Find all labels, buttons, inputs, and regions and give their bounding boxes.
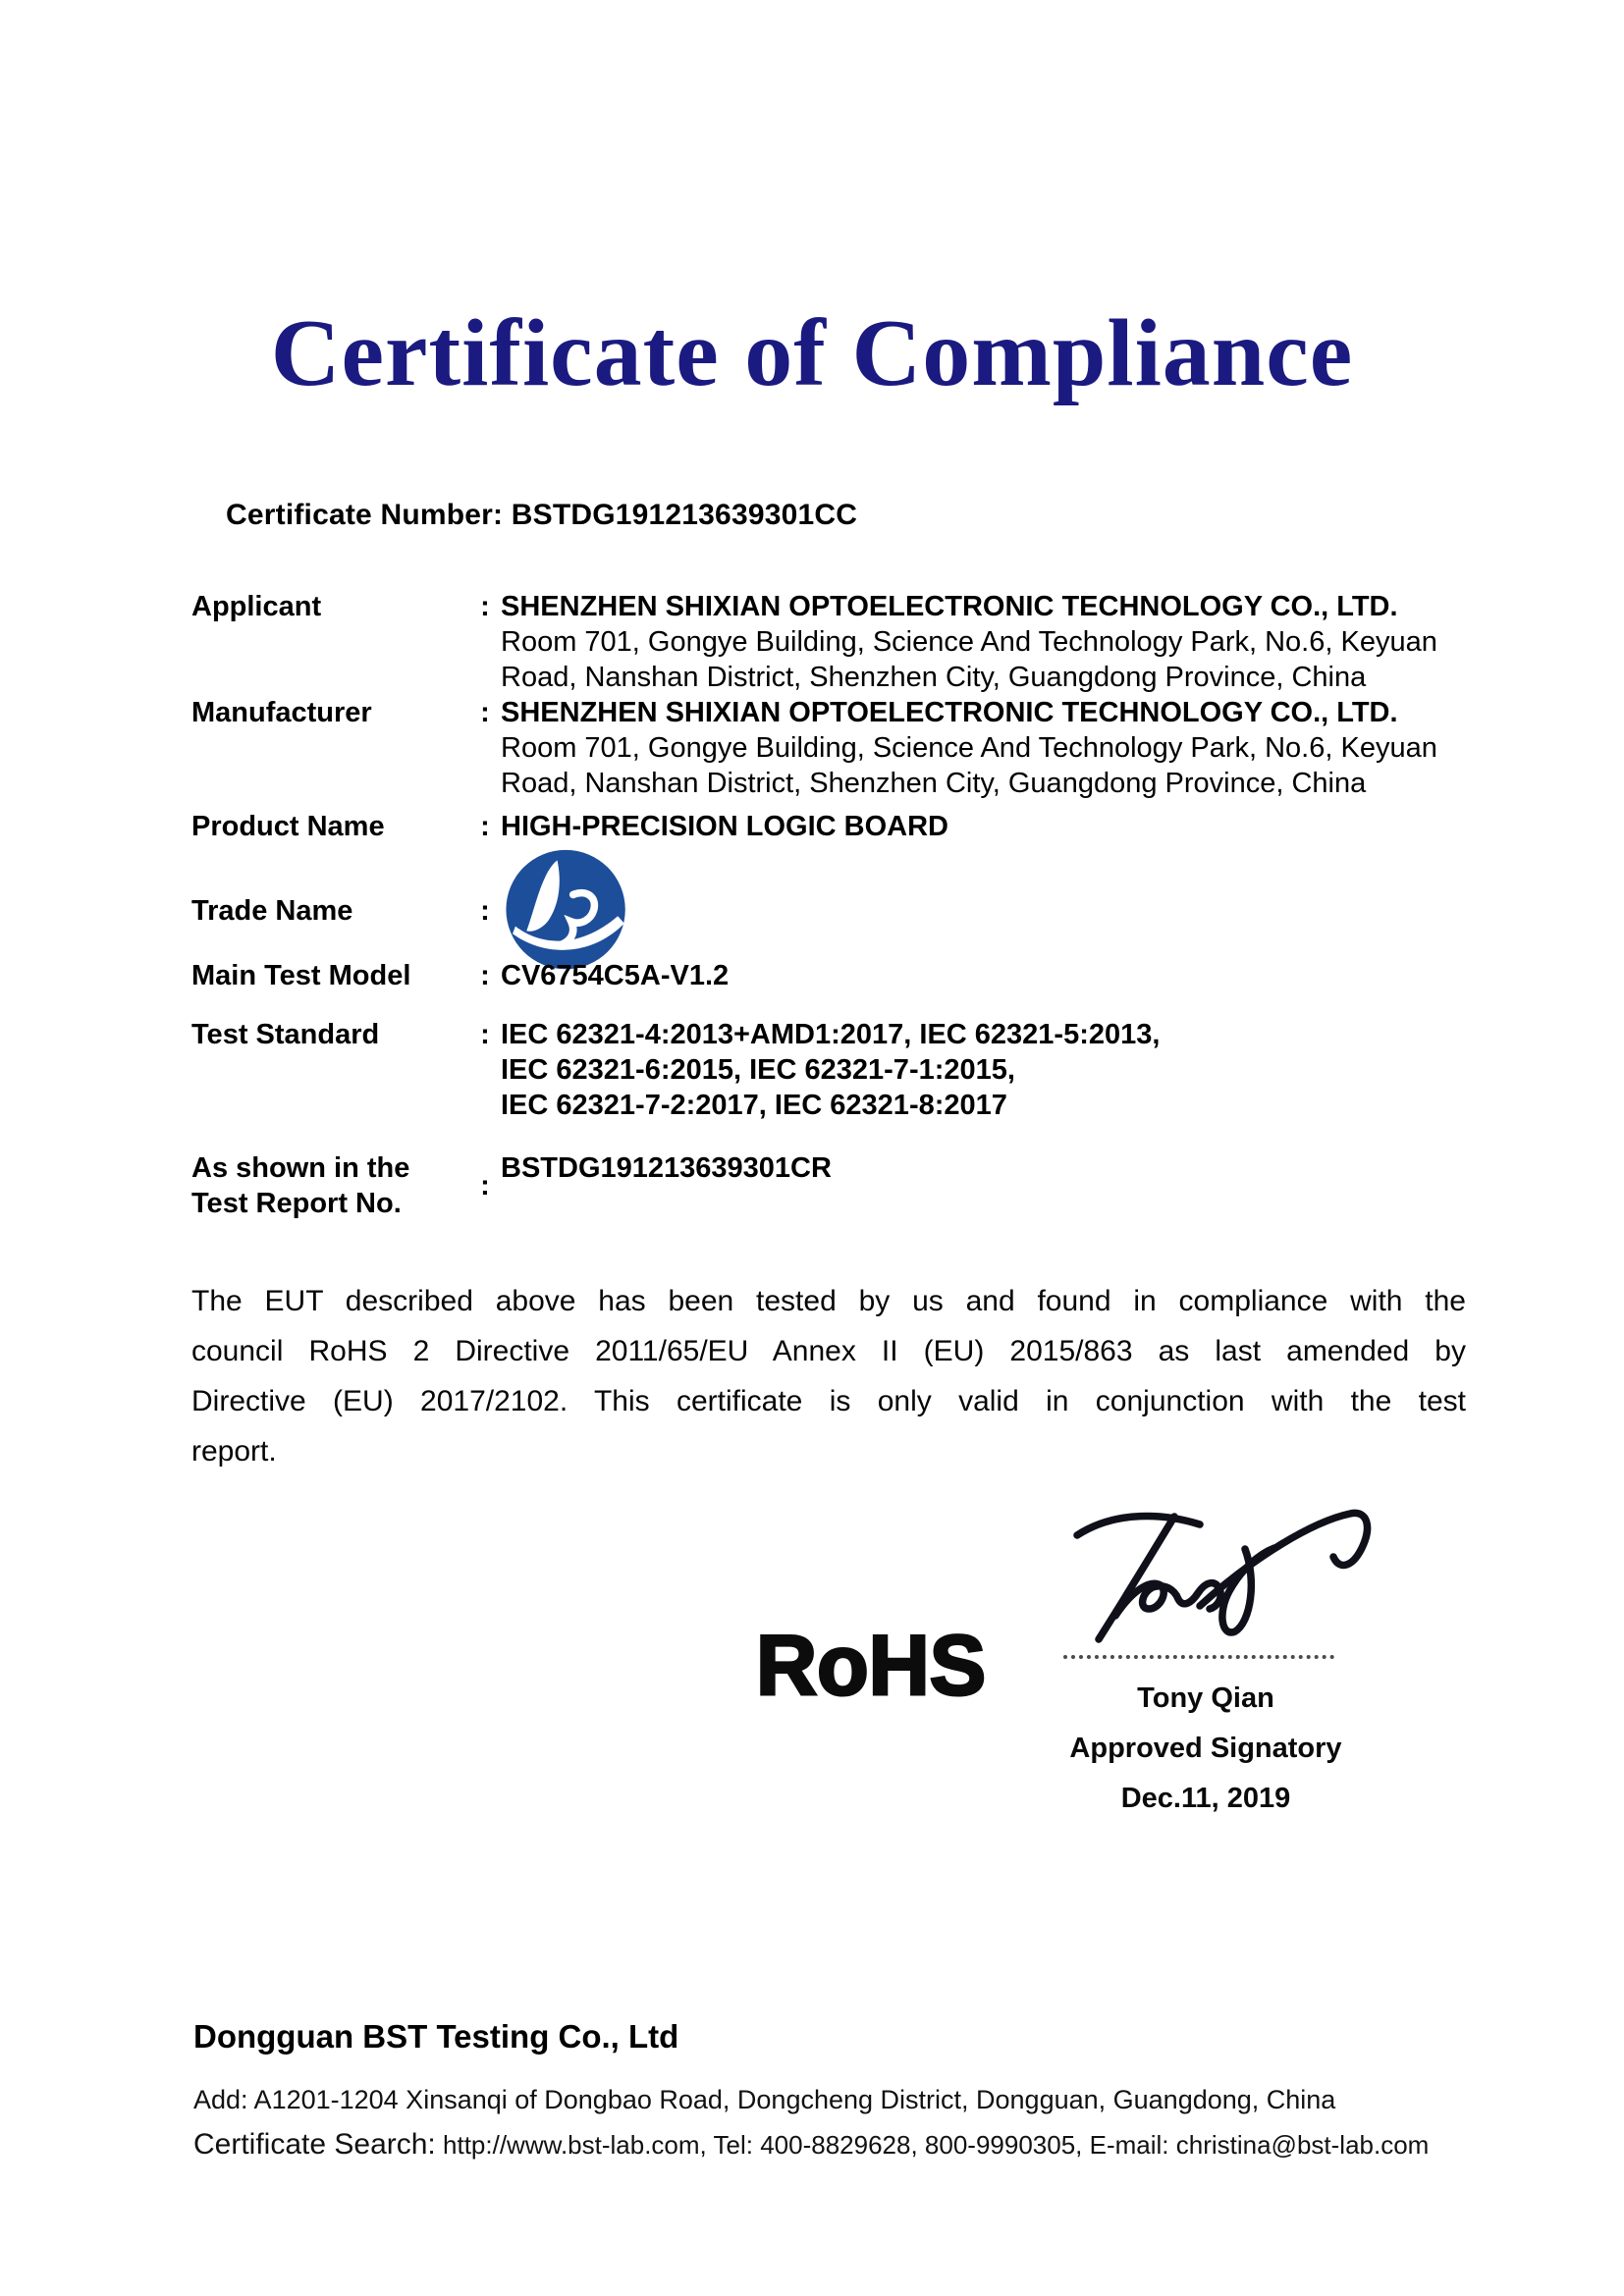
page-title: Certificate of Compliance — [270, 300, 1354, 406]
certificate-number-value: BSTDG191213639301CC — [511, 499, 858, 531]
applicant-company: SHENZHEN SHIXIAN OPTOELECTRONIC TECHNOLOGY CO., LTD. — [501, 591, 1398, 622]
certificate-search-line — [193, 2128, 1429, 2162]
manufacturer-company: SHENZHEN SHIXIAN OPTOELECTRONIC TECHNOLOGY CO., LTD. — [501, 697, 1398, 728]
signatory-name: Tony Qian — [1137, 1682, 1274, 1714]
manufacturer-label: Manufacturer — [191, 697, 372, 728]
main-test-model-value: CV6754C5A-V1.2 — [501, 960, 730, 991]
applicant-address-line2: Road, Nanshan District, Shenzhen City, Guangdong Province, China — [501, 662, 1367, 693]
applicant-value — [501, 589, 1478, 695]
certificate-search-value: http://www.bst-lab.com, Tel: 400-8829628, 800-9990305, E-mail: christina@bst-lab.com — [443, 2130, 1430, 2160]
certificate-details — [191, 589, 1478, 1221]
applicant-row — [191, 589, 1478, 695]
signature-block — [1009, 1681, 1402, 1831]
lab-company-name: Dongguan BST Testing Co., Ltd — [193, 2018, 679, 2055]
test-report-row — [191, 1150, 1478, 1221]
product-name-value: HIGH-PRECISION LOGIC BOARD — [501, 811, 948, 842]
colon: : — [480, 895, 490, 927]
applicant-label: Applicant — [191, 591, 322, 622]
manufacturer-address-line1: Room 701, Gongye Building, Science And Technology Park, No.6, Keyuan — [501, 732, 1437, 764]
test-standard-line1: IEC 62321-4:2013+AMD1:2017, IEC 62321-5:2013, — [501, 1019, 1161, 1050]
colon: : — [480, 1170, 490, 1201]
trade-name-logo-icon — [501, 848, 634, 974]
trade-name-row — [191, 850, 1478, 972]
certificate-number-line — [226, 499, 857, 532]
test-report-label-line1: As shown in the — [191, 1152, 410, 1184]
signature-dotted-line — [1063, 1655, 1334, 1659]
main-test-model-row — [191, 958, 1478, 993]
test-standard-row — [191, 1017, 1478, 1123]
colon: : — [480, 697, 490, 728]
rohs-mark: RoHS — [756, 1619, 987, 1713]
colon: : — [480, 811, 490, 842]
signature-image — [1053, 1498, 1377, 1650]
test-standard-line2: IEC 62321-6:2015, IEC 62321-7-1:2015, — [501, 1054, 1015, 1086]
statement-line2: council RoHS 2 Directive 2011/65/EU Annex II (EU) 2015/863 as last amended by — [191, 1335, 1466, 1367]
test-standard-label: Test Standard — [191, 1019, 380, 1050]
manufacturer-row — [191, 695, 1478, 801]
statement-line1: The EUT described above has been tested by us and found in compliance with the — [191, 1285, 1466, 1317]
compliance-statement — [191, 1276, 1466, 1476]
certificate-search-label: Certificate Search: — [193, 2128, 436, 2161]
certificate-number-label: Certificate Number: — [226, 499, 504, 531]
lab-address: Add: A1201-1204 Xinsanqi of Dongbao Road, Dongcheng District, Dongguan, Guangdong, China — [193, 2085, 1336, 2114]
main-test-model-label: Main Test Model — [191, 960, 411, 991]
test-report-value: BSTDG191213639301CR — [501, 1152, 832, 1184]
manufacturer-address-line2: Road, Nanshan District, Shenzhen City, Guangdong Province, China — [501, 768, 1367, 799]
test-report-label — [191, 1150, 469, 1221]
product-name-label: Product Name — [191, 811, 385, 842]
signature-date: Dec.11, 2019 — [1120, 1783, 1291, 1814]
test-standard-value — [501, 1017, 1478, 1123]
test-report-label-line2: Test Report No. — [191, 1188, 402, 1219]
product-name-row — [191, 809, 1478, 844]
trade-name-label: Trade Name — [191, 895, 353, 927]
colon: : — [480, 1019, 490, 1050]
manufacturer-value — [501, 695, 1478, 801]
applicant-address-line1: Room 701, Gongye Building, Science And Technology Park, No.6, Keyuan — [501, 626, 1437, 658]
colon: : — [480, 960, 490, 991]
trade-name-value — [501, 850, 1478, 972]
signatory-role: Approved Signatory — [1069, 1733, 1342, 1764]
colon: : — [480, 591, 490, 622]
statement-line4: report. — [191, 1435, 277, 1468]
statement-line3: Directive (EU) 2017/2102. This certificate is only valid in conjunction with the test — [191, 1385, 1466, 1417]
test-standard-line3: IEC 62321-7-2:2017, IEC 62321-8:2017 — [501, 1090, 1007, 1121]
